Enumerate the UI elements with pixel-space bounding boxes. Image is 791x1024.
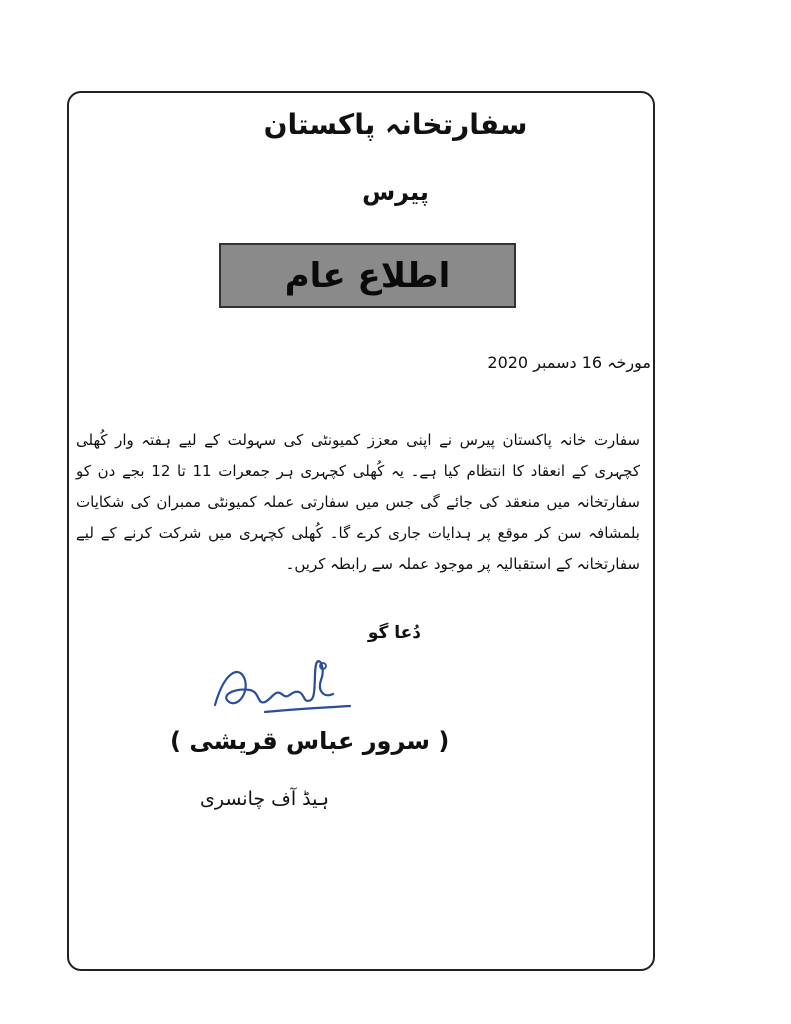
notice-paragraph: سفارت خانہ پاکستان پیرس نے اپنی معزز کمیونٹی کی سہولت کے لیے ہفتہ وار کُھلی کچہری کے انعقاد کا انتظام کیا ہے۔ یہ کُھلی کچہری ہر جمعرات 11 تا 12 بجے دن کو سفارتخانہ میں منعقد کی جائے گی جس میں سفارتی عملہ کمیونٹی ممبران کی شکایات بلمشافہ سن کر موقع پر ہدایات جاری کرے گا۔ کُھلی کچہری میں شرکت کرنے کے لیے سفارتخانہ کے استقبالیہ پر موجود عملہ سے رابطہ کریں۔ <box>76 431 640 573</box>
handwritten-signature <box>205 650 355 725</box>
city-name: پیرس <box>362 178 429 206</box>
signatory-designation: ہیڈ آف چانسری <box>200 788 330 810</box>
closing-salutation: دُعا گو <box>367 623 421 643</box>
embassy-name: سفارتخانہ پاکستان <box>263 108 528 141</box>
signatory-name: ( سرور عباس قریشی ) <box>170 727 450 755</box>
notice-date: مورخہ 16 دسمبر 2020 <box>487 353 651 372</box>
notice-body <box>76 425 640 580</box>
notice-banner <box>219 243 516 308</box>
notice-title: اطلاع عام <box>284 255 451 296</box>
